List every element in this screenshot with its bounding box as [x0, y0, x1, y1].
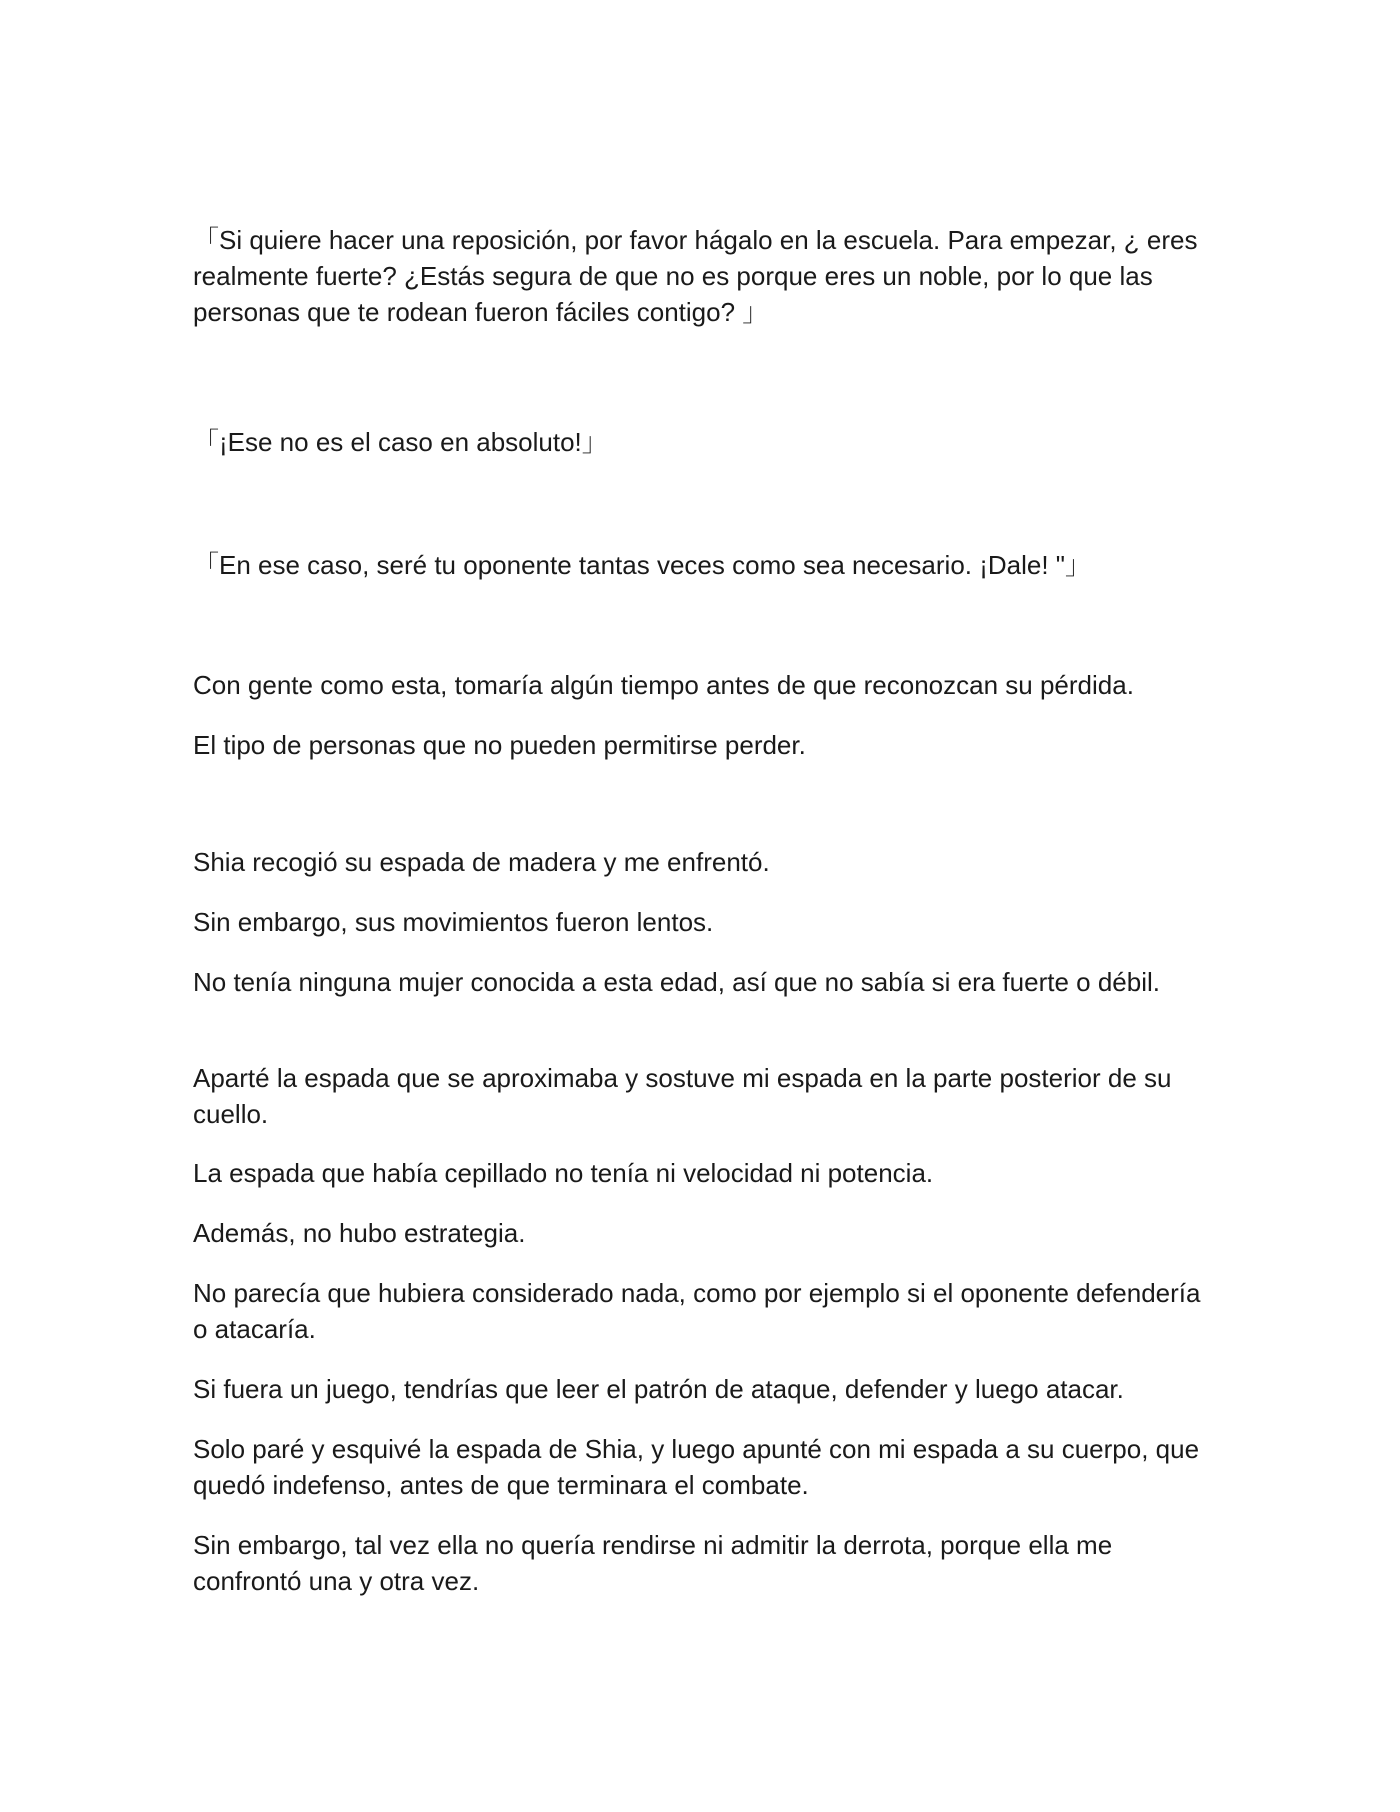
paragraph-8: No tenía ninguna mujer conocida a esta edad, así que no sabía si era fuerte o débil.	[193, 967, 1160, 997]
paragraph-7: Sin embargo, sus movimientos fueron lentos.	[193, 907, 714, 937]
paragraph-12: No parecía que hubiera considerado nada, como por ejemplo si el oponente defendería o atacaría.	[193, 1278, 1201, 1344]
paragraph-4: Con gente como esta, tomaría algún tiempo antes de que reconozcan su pérdida.	[193, 670, 1134, 700]
paragraph-6: Shia recogió su espada de madera y me enfrentó.	[193, 847, 770, 877]
paragraph-13: Si fuera un juego, tendrías que leer el patrón de ataque, defender y luego atacar.	[193, 1374, 1124, 1404]
paragraph-9: Aparté la espada que se aproximaba y sostuve mi espada en la parte posterior de su cuello.	[193, 1063, 1172, 1129]
paragraph-11: Además, no hubo estrategia.	[193, 1218, 526, 1248]
paragraph-15: Sin embargo, tal vez ella no quería rendirse ni admitir la derrota, porque ella me confrontó una y otra vez.	[193, 1530, 1113, 1596]
paragraph-14: Solo paré y esquivé la espada de Shia, y luego apunté con mi espada a su cuerpo, que quedó indefenso, antes de que terminara el combate.	[193, 1434, 1200, 1500]
paragraph-dialogue-2: 「¡Ese no es el caso en absoluto!」	[193, 427, 608, 457]
paragraph-dialogue-3: 「En ese caso, seré tu oponente tantas veces como sea necesario. ¡Dale! "」	[193, 550, 1092, 580]
paragraph-dialogue-1: 「Si quiere hacer una reposición, por favor hágalo en la escuela. Para empezar, ¿ eres realmente fuerte? ¿Estás segura de que no es porque eres un noble, por lo que las personas que te rodean fueron fáciles contigo? 」	[193, 225, 1198, 327]
paragraph-10: La espada que había cepillado no tenía ni velocidad ni potencia.	[193, 1158, 934, 1188]
paragraph-5: El tipo de personas que no pueden permitirse perder.	[193, 730, 806, 760]
